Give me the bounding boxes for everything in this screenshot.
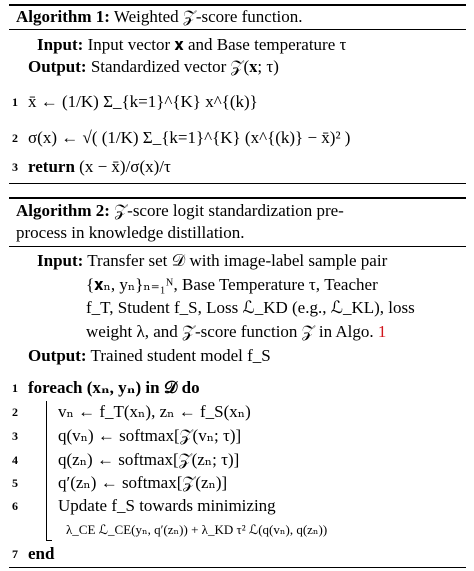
algo1-bottom-rule: [9, 183, 466, 184]
algo2-input-line-3: f_T, Student f_S, Loss ℒ_KD (e.g., ℒ_KL), loss: [86, 298, 415, 317]
algo2-line-4: q(zₙ) ← softmax[𝒵(zₙ; τ)]: [58, 450, 240, 469]
algo2-caption-rule: [9, 246, 466, 247]
algo2-line-6-continuation: λ_CE ℒ_CE(yₙ, q′(zₙ)) + λ_KD τ² ℒ(q(vₙ), q(zₙ)): [66, 522, 328, 537]
algo1-line-3-expr: (x − x̄)/σ(x)/τ: [79, 157, 171, 176]
algo1-output: [28, 57, 279, 77]
algo2-top-rule: [9, 197, 466, 199]
algo1-output-text: Standardized vector 𝒵(𝐱; τ): [90, 57, 279, 76]
algo2-line-3: q(vₙ) ← softmax[𝒵(vₙ; τ)]: [58, 426, 242, 445]
algo2-line-number-7: 7: [12, 547, 18, 561]
algo1-input-text: Input vector 𝐱 and Base temperature τ: [87, 35, 347, 54]
algo2-line-7: end: [28, 544, 55, 563]
algo1-top-rule: [9, 4, 466, 6]
algo2-line-number-6: 6: [12, 499, 18, 513]
algo2-input-text-4: weight λ, and 𝒵-score function 𝒵 in Algo.: [86, 322, 378, 341]
algo1-output-label: Output:: [28, 57, 87, 76]
algo1-input-label: Input:: [37, 35, 84, 54]
algo2-input-line-1: [37, 251, 387, 271]
loop-end-tick: [46, 540, 52, 541]
algo1-line-1: x̄ ← (1/K) Σ_{k=1}^{K} x^{(k)}: [28, 92, 258, 111]
algo1-line-number-1: 1: [12, 95, 18, 109]
algo2-bottom-rule: [9, 567, 466, 568]
algo-reference-link[interactable]: 1: [377, 322, 387, 341]
algo2-line-2: vₙ ← f_T(xₙ), zₙ ← f_S(xₙ): [58, 402, 251, 421]
algo2-line-number-4: 4: [12, 453, 18, 467]
algo2-line-5: q′(zₙ) ← softmax[𝒵(zₙ)]: [58, 473, 228, 492]
algo2-line-6: Update f_S towards minimizing: [58, 496, 276, 515]
algo1-caption-text: Weighted 𝒵-score function.: [113, 7, 303, 26]
algo1-caption-rule: [9, 29, 466, 30]
algo1-input: [37, 35, 346, 55]
algo2-output: [28, 346, 271, 366]
algo1-line-number-2: 2: [12, 131, 18, 145]
algo2-caption-line-2: process in knowledge distillation.: [16, 223, 245, 242]
algo2-output-text: Trained student model f_S: [90, 346, 271, 365]
algo2-caption-line-1: [16, 201, 344, 221]
algo2-caption-text-1: 𝒵-score logit standardization pre-: [114, 201, 344, 220]
algo1-line-2: σ(x) ← √( (1/K) Σ_{k=1}^{K} (x^{(k)} − x̄)² ): [28, 128, 351, 147]
algo2-line-number-2: 2: [12, 405, 18, 419]
algo2-caption-label: Algorithm 2:: [16, 201, 110, 220]
algo2-input-text-1: Transfer set 𝒟 with image-label sample pair: [87, 251, 388, 270]
algo2-input-line-2: {𝐱ₙ, yₙ}ₙ₌₁ᴺ, Base Temperature τ, Teacher: [86, 275, 378, 294]
algo2-line-number-1: 1: [12, 381, 18, 395]
algo1-caption-label: Algorithm 1:: [16, 7, 110, 26]
algo1-line-number-3: 3: [12, 160, 18, 174]
algo2-input-line-4: [86, 322, 386, 342]
algo2-output-label: Output:: [28, 346, 87, 365]
algo2-line-number-5: 5: [12, 476, 18, 490]
algo1-caption: [16, 7, 303, 27]
return-keyword: return: [28, 157, 75, 176]
algo2-input-label: Input:: [37, 251, 84, 270]
algo2-line-number-3: 3: [12, 429, 18, 443]
loop-body-guide: [46, 401, 47, 541]
algo2-line-1: foreach (xₙ, yₙ) in 𝒟 do: [28, 378, 200, 397]
algo1-line-3: [28, 157, 171, 177]
